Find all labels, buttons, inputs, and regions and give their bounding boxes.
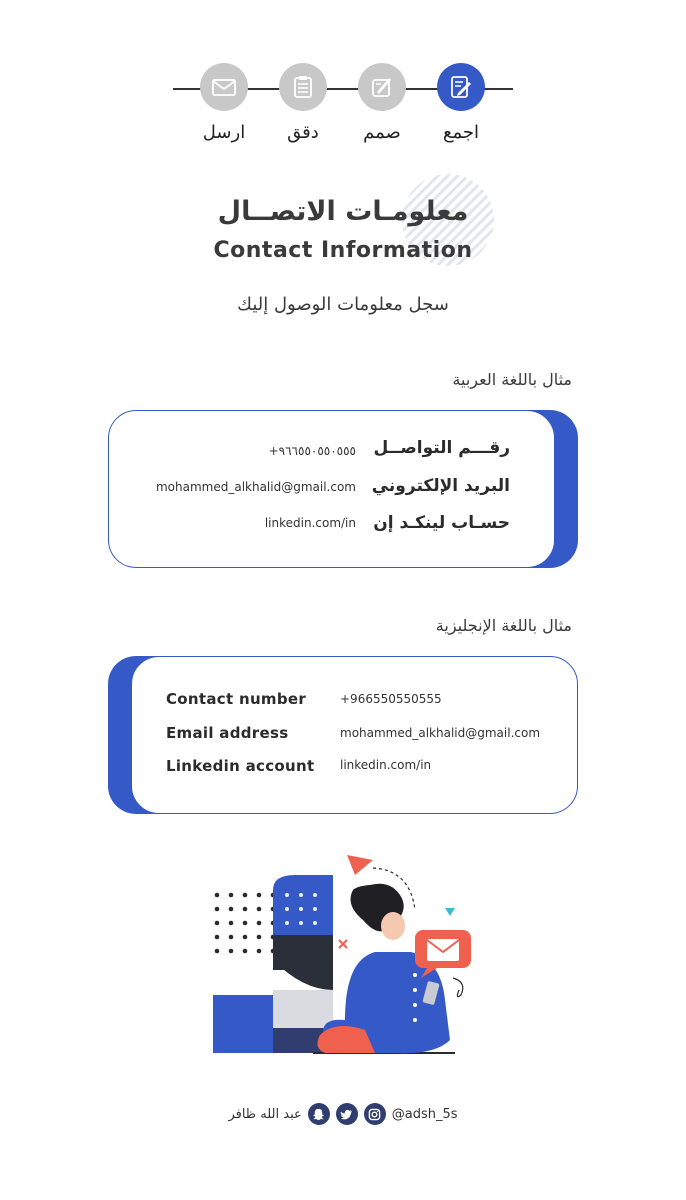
english-contact-value: +966550550555 [340,692,442,706]
envelope-icon [210,73,238,101]
step-review[interactable] [279,63,327,111]
arabic-email-label: البريد الإلكتروني [371,476,510,496]
arabic-contact-value: +٩٦٦٥٥٠٥٥٠٥٥٥ [268,444,356,458]
step-label-collect: اجمع [442,122,480,143]
step-label-design: صمم [363,122,401,143]
arabic-linkedin-value: linkedin.com/in [264,516,356,530]
english-email-label: Email address [166,724,289,742]
step-design[interactable] [358,63,406,111]
english-contact-label: Contact number [166,690,307,708]
arabic-linkedin-label: حسـاب لينكـد إن [373,513,510,533]
english-section-label: مثال باللغة الإنجليزية [435,616,572,635]
step-collect[interactable] [437,63,485,111]
author-name: عبد الله ظافر [228,1106,302,1122]
english-linkedin-value: linkedin.com/in [340,758,432,772]
english-linkedin-label: Linkedin account [166,757,315,775]
instagram-icon[interactable] [364,1103,386,1125]
arabic-email-value: mohammed_alkhalid@gmail.com [155,480,356,494]
design-tools-icon [369,74,395,100]
page-title-english: Contact Information [213,238,473,263]
social-handle[interactable]: @adsh_5s [391,1106,458,1122]
arabic-section-label: مثال باللغة العربية [452,370,572,389]
person-with-email-illustration [205,850,485,1060]
page-title-arabic: معلومـات الاتصــال [217,196,469,227]
arabic-contact-label: رقـــم التواصــل [373,438,510,458]
step-send[interactable] [200,63,248,111]
checklist-icon [290,74,316,100]
page-subtitle: سجل معلومات الوصول إليك [237,294,449,315]
snapchat-icon[interactable] [308,1103,330,1125]
clipboard-pen-icon [448,74,474,100]
english-email-value: mohammed_alkhalid@gmail.com [340,726,541,740]
step-label-send: ارسل [202,122,246,143]
footer [0,1102,686,1126]
step-label-review: دقق [287,122,319,143]
twitter-icon[interactable] [336,1103,358,1125]
